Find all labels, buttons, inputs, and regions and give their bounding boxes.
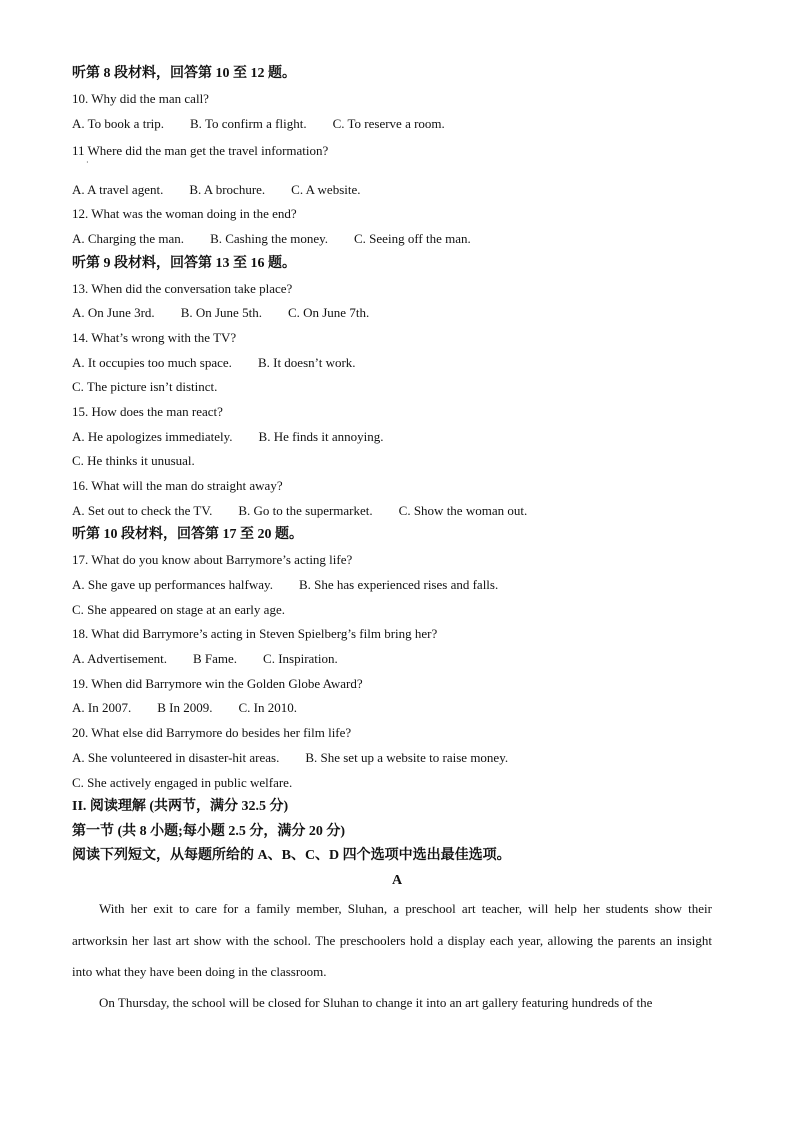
option-c: C. Seeing off the man.	[354, 231, 471, 246]
question-14: 14. What’s wrong with the TV?	[72, 330, 237, 345]
question-11: 11 Where did the man get the travel information?	[72, 143, 329, 158]
passage-paragraph-1: With her exit to care for a family member, Sluhan, a preschool art teacher, will help her students show their artworksin her last art show with the school. The preschoolers hold a display each year, allowing the parents an insight into what they have been doing in the classroom.	[72, 901, 712, 979]
section-9-heading: 听第 9 段材料，回答第 13 至 16 题。	[72, 256, 296, 271]
option-a: A. On June 3rd.	[72, 305, 155, 320]
option-b: B. Cashing the money.	[210, 231, 329, 246]
question-16: 16. What will the man do straight away?	[72, 478, 283, 493]
option-a: A. A travel agent.	[72, 182, 164, 197]
passage-letter: A	[391, 873, 403, 888]
option-b: B. She set up a website to raise money.	[305, 750, 509, 765]
question-15-option-c: C. He thinks it unusual.	[72, 453, 195, 468]
option-c: C. To reserve a room.	[332, 116, 445, 131]
option-b: B. To confirm a flight.	[190, 116, 307, 131]
question-19-options	[72, 700, 297, 716]
option-a: A. She volunteered in disaster-hit areas.	[72, 750, 280, 765]
section-10-heading: 听第 10 段材料，回答第 17 至 20 题。	[72, 527, 303, 542]
stray-dot: ·	[86, 158, 89, 167]
question-10-options	[72, 116, 445, 132]
option-b: B. She has experienced rises and falls.	[298, 577, 499, 592]
reading-section-heading: 第一节 (共 8 小题;每小题 2.5 分，满分 20 分)	[72, 824, 345, 839]
question-17: 17. What do you know about Barrymore’s acting life?	[72, 552, 353, 567]
option-a: A. Charging the man.	[72, 231, 185, 246]
question-13-options	[72, 305, 369, 321]
option-c: C. A website.	[291, 182, 361, 197]
option-a: A. To book a trip.	[72, 116, 165, 131]
question-13: 13. When did the conversation take place?	[72, 281, 293, 296]
question-10: 10. Why did the man call?	[72, 91, 209, 106]
question-18: 18. What did Barrymore’s acting in Steven Spielberg’s film bring her?	[72, 626, 438, 641]
question-16-options	[72, 503, 527, 519]
question-14-option-c: C. The picture isn’t distinct.	[72, 379, 218, 394]
question-20-options	[72, 750, 508, 766]
question-17-options	[72, 577, 498, 593]
option-a: A. Set out to check the TV.	[72, 503, 213, 518]
option-a: A. In 2007.	[72, 700, 132, 715]
question-15-options	[72, 429, 383, 445]
option-c: C. Show the woman out.	[398, 503, 528, 518]
question-17-option-c: C. She appeared on stage at an early age.	[72, 602, 285, 617]
option-b: B. He finds it annoying.	[258, 429, 384, 444]
option-b: B Fame.	[192, 651, 238, 666]
option-b: B. Go to the supermarket.	[238, 503, 373, 518]
option-b: B. On June 5th.	[180, 305, 262, 320]
question-15: 15. How does the man react?	[72, 404, 223, 419]
passage-paragraph-2: On Thursday, the school will be closed for Sluhan to change it into an art gallery featuring hundreds of the	[99, 995, 653, 1010]
option-c: C. In 2010.	[238, 700, 297, 715]
option-c: C. On June 7th.	[287, 305, 370, 320]
option-a: A. She gave up performances halfway.	[72, 577, 273, 592]
option-a: A. It occupies too much space.	[72, 355, 232, 370]
question-12-options	[72, 231, 471, 247]
option-b: B. It doesn’t work.	[257, 355, 356, 370]
option-a: A. Advertisement.	[72, 651, 167, 666]
question-18-options	[72, 651, 338, 667]
option-c: C. Inspiration.	[263, 651, 338, 666]
option-a: A. He apologizes immediately.	[72, 429, 233, 444]
option-b: B In 2009.	[157, 700, 213, 715]
reading-instruction: 阅读下列短文，从每题所给的 A、B、C、D 四个选项中选出最佳选项。	[72, 848, 511, 863]
question-12: 12. What was the woman doing in the end?	[72, 206, 297, 221]
question-20: 20. What else did Barrymore do besides her film life?	[72, 725, 352, 740]
option-b: B. A brochure.	[189, 182, 266, 197]
question-19: 19. When did Barrymore win the Golden Globe Award?	[72, 676, 363, 691]
question-14-options	[72, 355, 356, 371]
question-20-option-c: C. She actively engaged in public welfare.	[72, 775, 293, 790]
section-8-heading: 听第 8 段材料，回答第 10 至 12 题。	[72, 66, 296, 81]
reading-part-heading: II. 阅读理解 (共两节，满分 32.5 分)	[72, 799, 289, 814]
question-11-options	[72, 182, 361, 198]
